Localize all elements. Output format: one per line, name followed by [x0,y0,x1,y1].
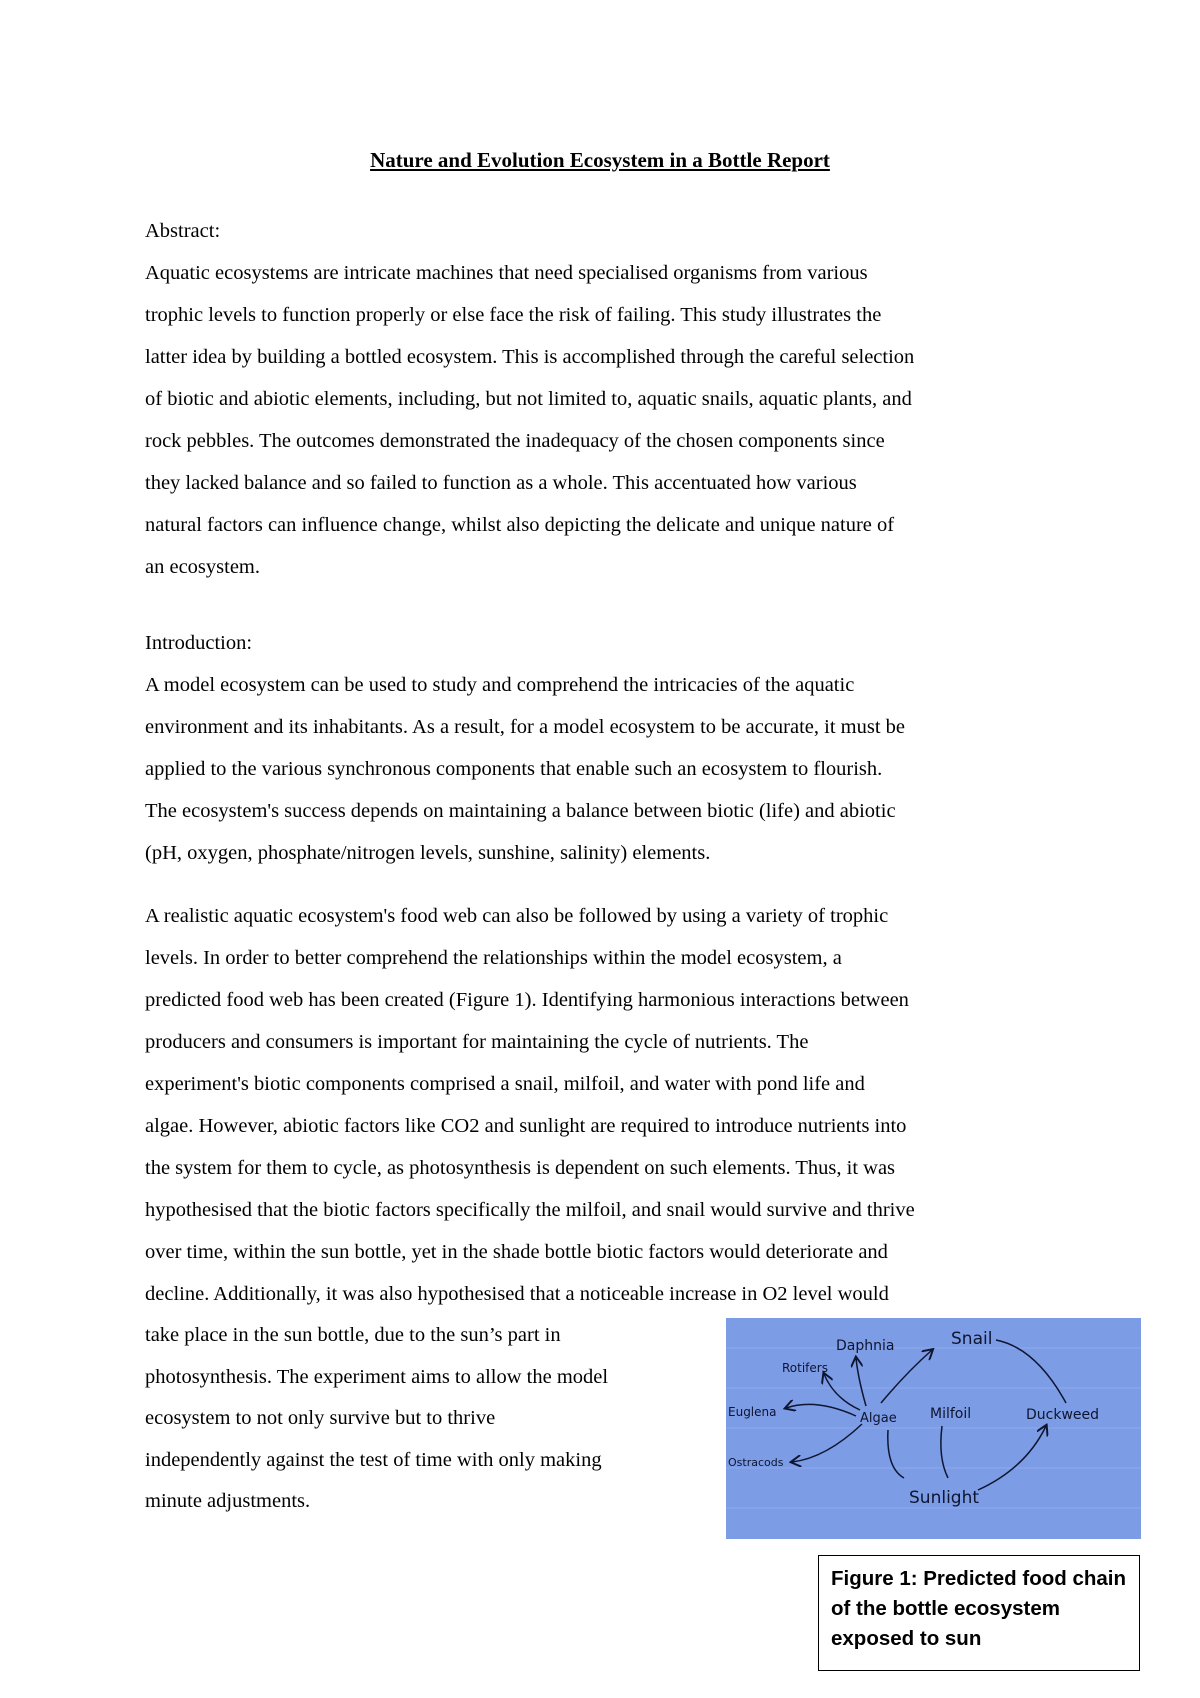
intro-line: independently against the test of time with only making [145,1448,602,1471]
arrow-algae-ostracods [792,1424,862,1462]
caption-line: exposed to sun [831,1627,982,1650]
introduction-section [145,622,1065,874]
label-milfoil: Milfoil [930,1406,972,1422]
intro-line: over time, within the sun bottle, yet in the shade bottle biotic factors would deteriorate and [145,1241,888,1263]
abstract-line: they lacked balance and so failed to function as a whole. This accentuated how various [145,472,857,494]
label-ostracods: Ostracods [728,1456,784,1469]
arrow-algae-rotifers [824,1374,860,1410]
intro-line: (pH, oxygen, phosphate/nitrogen levels, sunshine, salinity) elements. [145,842,711,864]
abstract-line: an ecosystem. [145,556,260,578]
intro-line: algae. However, abiotic factors like CO2 and sunlight are required to introduce nutrients into [145,1115,907,1137]
introduction-heading: Introduction: [145,632,253,654]
abstract-line: rock pebbles. The outcomes demonstrated the inadequacy of the chosen components since [145,430,885,452]
intro-line: hypothesised that the biotic factors specifically the milfoil, and snail would survive and thrive [145,1199,915,1221]
document-title: Nature and Evolution Ecosystem in a Bottle Report [370,148,830,172]
abstract-section [145,210,1065,588]
intro-line: levels. In order to better comprehend the relationships within the model ecosystem, a [145,947,842,969]
abstract-line: natural factors can influence change, whilst also depicting the delicate and unique nature of [145,514,895,536]
arrow-sunlight-algae [888,1430,904,1478]
label-sunlight: Sunlight [909,1488,980,1508]
label-rotifers: Rotifers [782,1361,828,1375]
arrow-sunlight-milfoil [941,1426,948,1478]
arrow-sunlight-duckweed [978,1426,1046,1490]
intro-line: photosynthesis. The experiment aims to allow the model [145,1365,609,1388]
food-web-figure [726,1318,1141,1539]
food-web-diagram [726,1318,1141,1539]
arrow-euglena-algae [786,1404,856,1416]
intro-line: experiment's biotic components comprised a snail, milfoil, and water with pond life and [145,1073,865,1095]
arrow-snail-duckweed [996,1340,1066,1403]
intro-paragraph-2 [145,895,1065,1315]
intro-line: decline. Additionally, it was also hypothesised that a noticeable increase in O2 level would [145,1283,889,1305]
intro-line: The ecosystem's success depends on maintaining a balance between biotic (life) and abiotic [145,800,896,822]
intro-paragraph-2-continued [145,1315,705,1523]
arrow-algae-snail [881,1350,932,1403]
intro-line: take place in the sun bottle, due to the sun’s part in [145,1324,561,1346]
arrow-algae-daphnia [856,1358,866,1406]
label-algae: Algae [860,1411,897,1426]
abstract-line: latter idea by building a bottled ecosystem. This is accomplished through the careful selection [145,346,915,368]
label-euglena: Euglena [728,1405,777,1419]
intro-line: A model ecosystem can be used to study and comprehend the intricacies of the aquatic [145,674,855,696]
figure-caption [818,1555,1140,1671]
intro-line: ecosystem to not only survive but to thrive [145,1407,496,1429]
label-snail: Snail [951,1329,993,1349]
intro-line: minute adjustments. [145,1490,311,1512]
intro-line: A realistic aquatic ecosystem's food web can also be followed by using a variety of trophic [145,905,889,927]
intro-line: predicted food web has been created (Figure 1). Identifying harmonious interactions between [145,989,909,1011]
abstract-line: trophic levels to function properly or else face the risk of failing. This study illustrates the [145,304,882,326]
intro-line: the system for them to cycle, as photosynthesis is dependent on such elements. Thus, it was [145,1157,896,1179]
abstract-line: of biotic and abiotic elements, including, but not limited to, aquatic snails, aquatic plants, and [145,388,912,410]
intro-line: producers and consumers is important for maintaining the cycle of nutrients. The [145,1031,809,1053]
caption-line: of the bottle ecosystem [831,1597,1060,1620]
label-duckweed: Duckweed [1026,1407,1100,1423]
caption-line: Figure 1: Predicted food chain [831,1567,1127,1590]
abstract-line: Aquatic ecosystems are intricate machines that need specialised organisms from various [145,262,868,284]
label-daphnia: Daphnia [836,1338,895,1354]
abstract-heading: Abstract: [145,220,221,242]
intro-line: applied to the various synchronous components that enable such an ecosystem to flourish. [145,758,883,780]
intro-line: environment and its inhabitants. As a result, for a model ecosystem to be accurate, it must be [145,716,906,738]
